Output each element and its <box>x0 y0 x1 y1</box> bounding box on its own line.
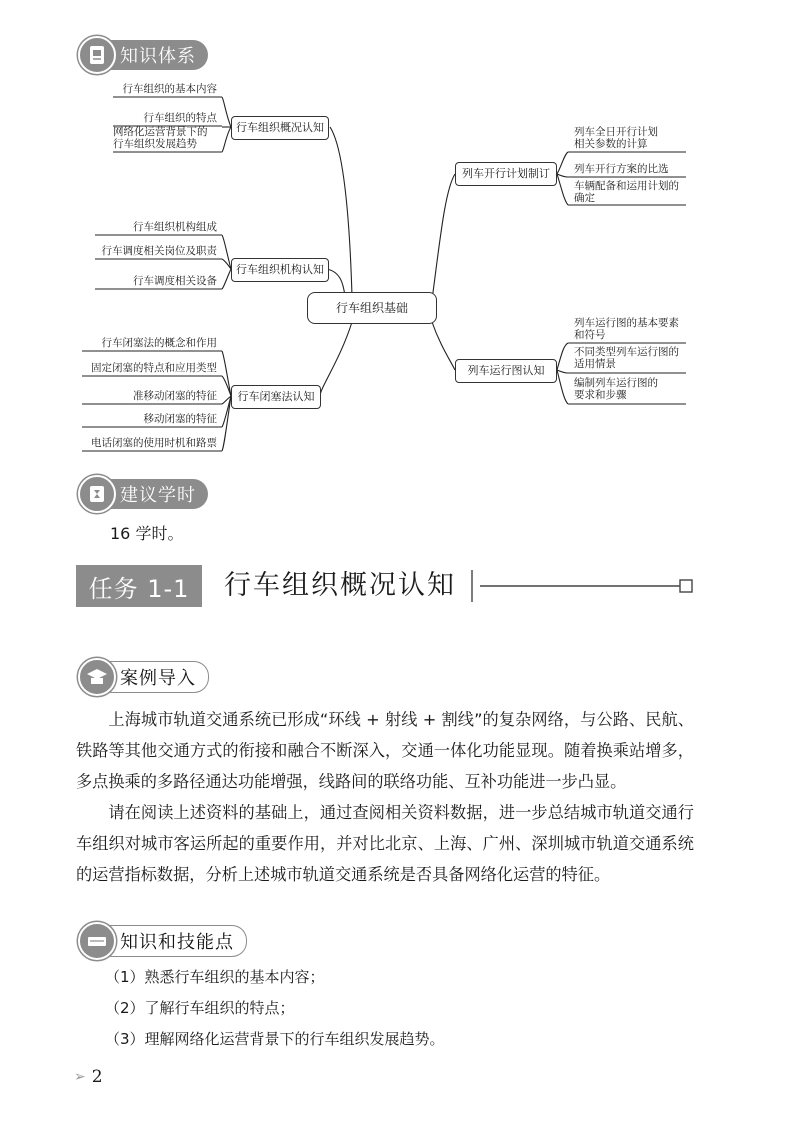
section-case-intro <box>78 660 209 694</box>
title-rule <box>470 568 694 604</box>
leaf: 网络化运营背景下的 行车组织发展趋势 <box>113 126 208 150</box>
leaf: 行车组织机构组成 <box>133 221 217 233</box>
leaf: 车辆配备和运用计划的 确定 <box>574 180 679 204</box>
task-number: 任务 1-1 <box>76 565 202 607</box>
leaf: 固定闭塞的特点和应用类型 <box>91 362 217 374</box>
branch-node: 列车开行计划制订 <box>455 162 557 186</box>
leaf: 不同类型列车运行图的 适用情景 <box>574 346 679 370</box>
branch-node: 行车组织概况认知 <box>231 116 329 140</box>
section-title: 建议学时 <box>98 479 208 509</box>
branch-node: 行车组织机构认知 <box>231 258 329 282</box>
graduation-cap-icon <box>78 658 116 696</box>
leaf: 移动闭塞的特征 <box>143 413 217 425</box>
skills-list <box>105 962 445 1055</box>
branch-node: 行车闭塞法认知 <box>231 385 321 409</box>
leaf: 行车调度相关设备 <box>133 275 217 287</box>
hourglass-icon <box>78 475 116 513</box>
section-title: 案例导入 <box>98 661 209 693</box>
section-title: 知识体系 <box>98 40 208 70</box>
case-text <box>76 704 694 890</box>
list-item: （2）了解行车组织的特点； <box>105 999 295 1017</box>
leaf: 行车调度相关岗位及职责 <box>101 245 217 257</box>
chevron-right-icon: ➢ <box>74 1069 86 1085</box>
leaf: 准移动闭塞的特征 <box>133 390 217 402</box>
leaf: 列车开行方案的比选 <box>574 163 669 175</box>
case-paragraph: 请在阅读上述资料的基础上，通过查阅相关资料数据，进一步总结城市轨道交通行车组织对城市客运所起的重要作用，并对比北京、上海、广州、深圳城市轨道交通系统的运营指标数据，分析上述城市轨道交通系统是否具备网络化运营的特征。 <box>76 803 694 884</box>
hours-text: 16 学时。 <box>110 524 184 543</box>
notebook-icon <box>78 36 116 74</box>
leaf: 行车组织的基本内容 <box>122 83 217 95</box>
leaf: 电话闭塞的使用时机和路票 <box>91 437 217 449</box>
leaf: 行车组织的特点 <box>143 112 217 124</box>
book-icon <box>78 922 116 960</box>
case-paragraph: 上海城市轨道交通系统已形成“环线 + 射线 + 割线”的复杂网络，与公路、民航、铁路等其他交通方式的衔接和融合不断深入，交通一体化功能显现。随着换乘站增多，多点换乘的多路径通达功能增强，线路间的联络功能、互补功能进一步凸显。 <box>76 710 694 791</box>
leaf: 行车闭塞法的概念和作用 <box>101 337 217 349</box>
leaf: 编制列车运行图的 要求和步骤 <box>574 377 658 401</box>
list-item: （3）理解网络化运营背景下的行车组织发展趋势。 <box>105 1030 445 1048</box>
branch-node: 列车运行图认知 <box>455 359 557 383</box>
page-number: 2 <box>91 1067 103 1087</box>
section-title: 知识和技能点 <box>98 925 247 957</box>
section-knowledge-skills <box>78 924 247 958</box>
section-suggested-hours <box>78 477 208 511</box>
task-title: 行车组织概况认知 <box>224 570 456 601</box>
page-footer <box>74 1067 103 1087</box>
mindmap-root: 行车组织基础 <box>307 292 437 324</box>
mind-map <box>0 0 790 470</box>
list-item: （1）熟悉行车组织的基本内容； <box>105 968 325 986</box>
leaf: 列车运行图的基本要素 和符号 <box>574 317 679 341</box>
leaf: 列车全日开行计划 相关参数的计算 <box>574 126 658 150</box>
